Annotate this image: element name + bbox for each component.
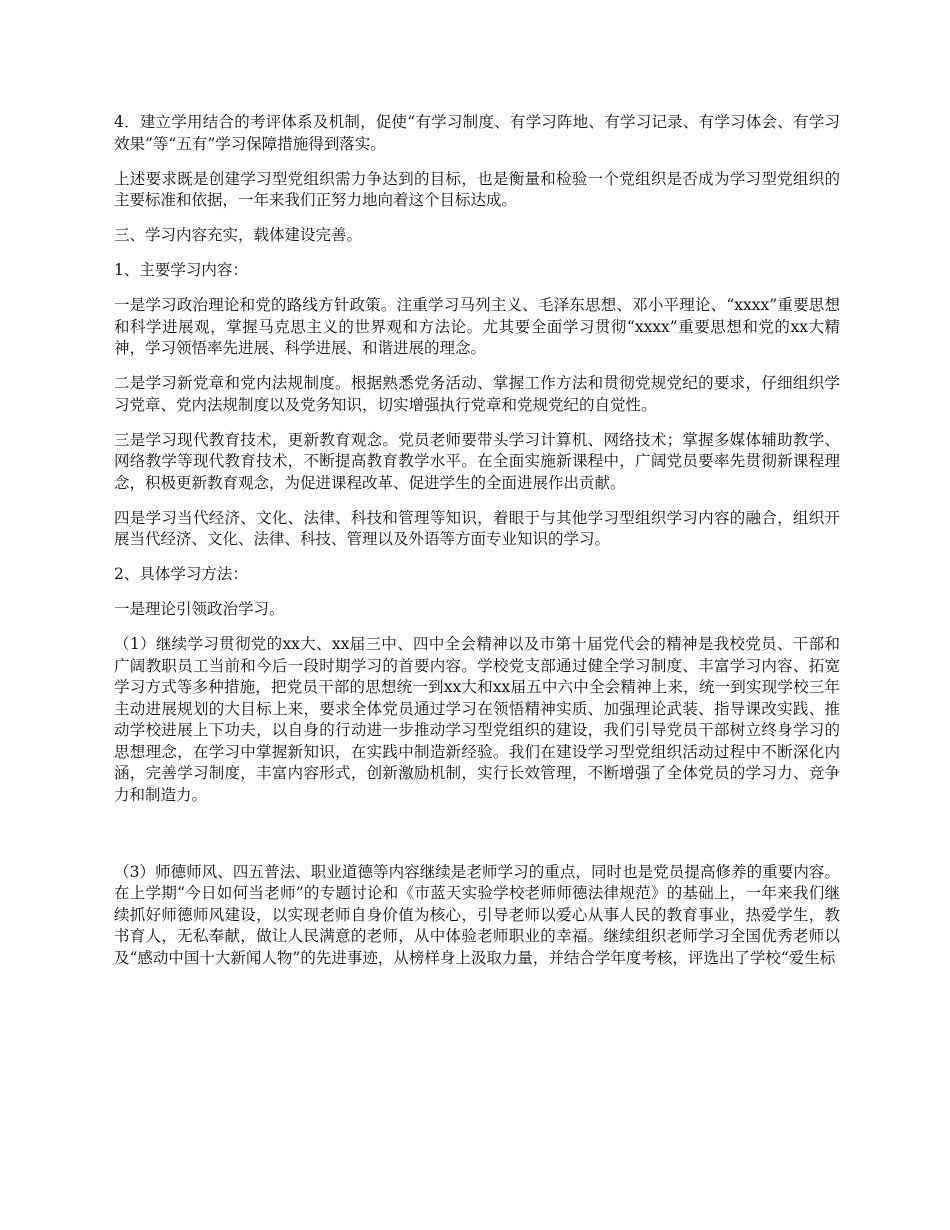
section-heading-3: 三、学习内容充实，载体建设完善。 bbox=[114, 226, 363, 244]
paragraph-item-1: （1）继续学习贯彻党的xx大、xx届三中、四中全会精神以及市第十届党代会的精神是我校党员、干部和广阔教职员工当前和今后一段时期学习的首要内容。学校党支部通过健全学习制度、丰富学习内容、拓宽学习方式等多种措施，把党员干部的思想统一到xx大和xx届五中六中全会精神上来，统一到实现学校三年主动进展规划的大目标上来，要求全体党员通过学习在领悟精神实质、加强理论武装、指导课改实践、推动学校进展上下功夫，以自身的行动进一步推动学习型党组织的建设，我们引导党员干部树立终身学习的思想理念，在学习中掌握新知识，在实践中制造新经验。我们在建设学习型党组织活动过程中不断深化内涵，完善学习制度，丰富内容形式，创新激励机制，实行长效管理，不断增强了全体党员的学习力、竞争力和制造力。 bbox=[114, 635, 840, 804]
paragraph-item-3: （3）师德师风、四五普法、职业道德等内容继续是老师学习的重点，同时也是党员提高修养的重要内容。在上学期“今日如何当老师”的专题讨论和《市蓝天实验学校老师师德法律规范》的基础上，一年来我们继续抓好师德师风建设，以实现老师自身价值为核心，引导老师以爱心从事人民的教育事业，热爱学生，教书育人，无私奉献，做让人民满意的老师，从中体验老师职业的幸福。继续组织老师学习全国优秀老师以及“感动中国十大新闻人物”的先进事迹，从榜样身上汲取力量，并结合学年度考核，评选出了学校“爱生标 bbox=[114, 862, 840, 967]
paragraph-theory-leads: 一是理论引领政治学习。 bbox=[114, 600, 285, 618]
subheading-methods: 2、具体学习方法： bbox=[114, 565, 248, 583]
document-page bbox=[114, 112, 840, 983]
blank-gap bbox=[114, 820, 840, 862]
paragraph-party-constitution: 二是学习新党章和党内法规制度。根据熟悉党务活动、掌握工作方法和贯彻党规党纪的要求，仔细组织学习党章、党内法规制度以及党务知识，切实增强执行党章和党规党纪的自觉性。 bbox=[114, 374, 840, 414]
paragraph-evaluation-system: 4．建立学用结合的考评体系及机制，促使“有学习制度、有学习阵地、有学习记录、有学习体会、有学习效果”等“五有”学习保障措施得到落实。 bbox=[114, 113, 840, 153]
paragraph-contemporary-knowledge: 四是学习当代经济、文化、法律、科技和管理等知识，着眼于与其他学习型组织学习内容的融合，组织开展当代经济、文化、法律、科技、管理以及外语等方面专业知识的学习。 bbox=[114, 508, 840, 548]
subheading-main-content: 1、主要学习内容： bbox=[114, 261, 248, 279]
paragraph-education-technology: 三是学习现代教育技术，更新教育观念。党员老师要带头学习计算机、网络技术；掌握多媒体辅助教学、网络教学等现代教育技术，不断提高教育教学水平。在全面实施新课程中，广阔党员要率先贯彻新课程理念，积极更新教育观念，为促进课程改革、促进学生的全面进展作出贡献。 bbox=[114, 430, 840, 492]
paragraph-political-theory: 一是学习政治理论和党的路线方针政策。注重学习马列主义、毛泽东思想、邓小平理论、“xxxx”重要思想和科学进展观，掌握马克思主义的世界观和方法论。尤其要全面学习贯彻“xxxx”重要思想和党的xx大精神，学习领悟率先进展、科学进展、和谐进展的理念。 bbox=[114, 296, 840, 357]
paragraph-goal-summary: 上述要求既是创建学习型党组织需力争达到的目标，也是衡量和检验一个党组织是否成为学习型党组织的主要标准和依据，一年来我们正努力地向着这个目标达成。 bbox=[114, 169, 840, 209]
